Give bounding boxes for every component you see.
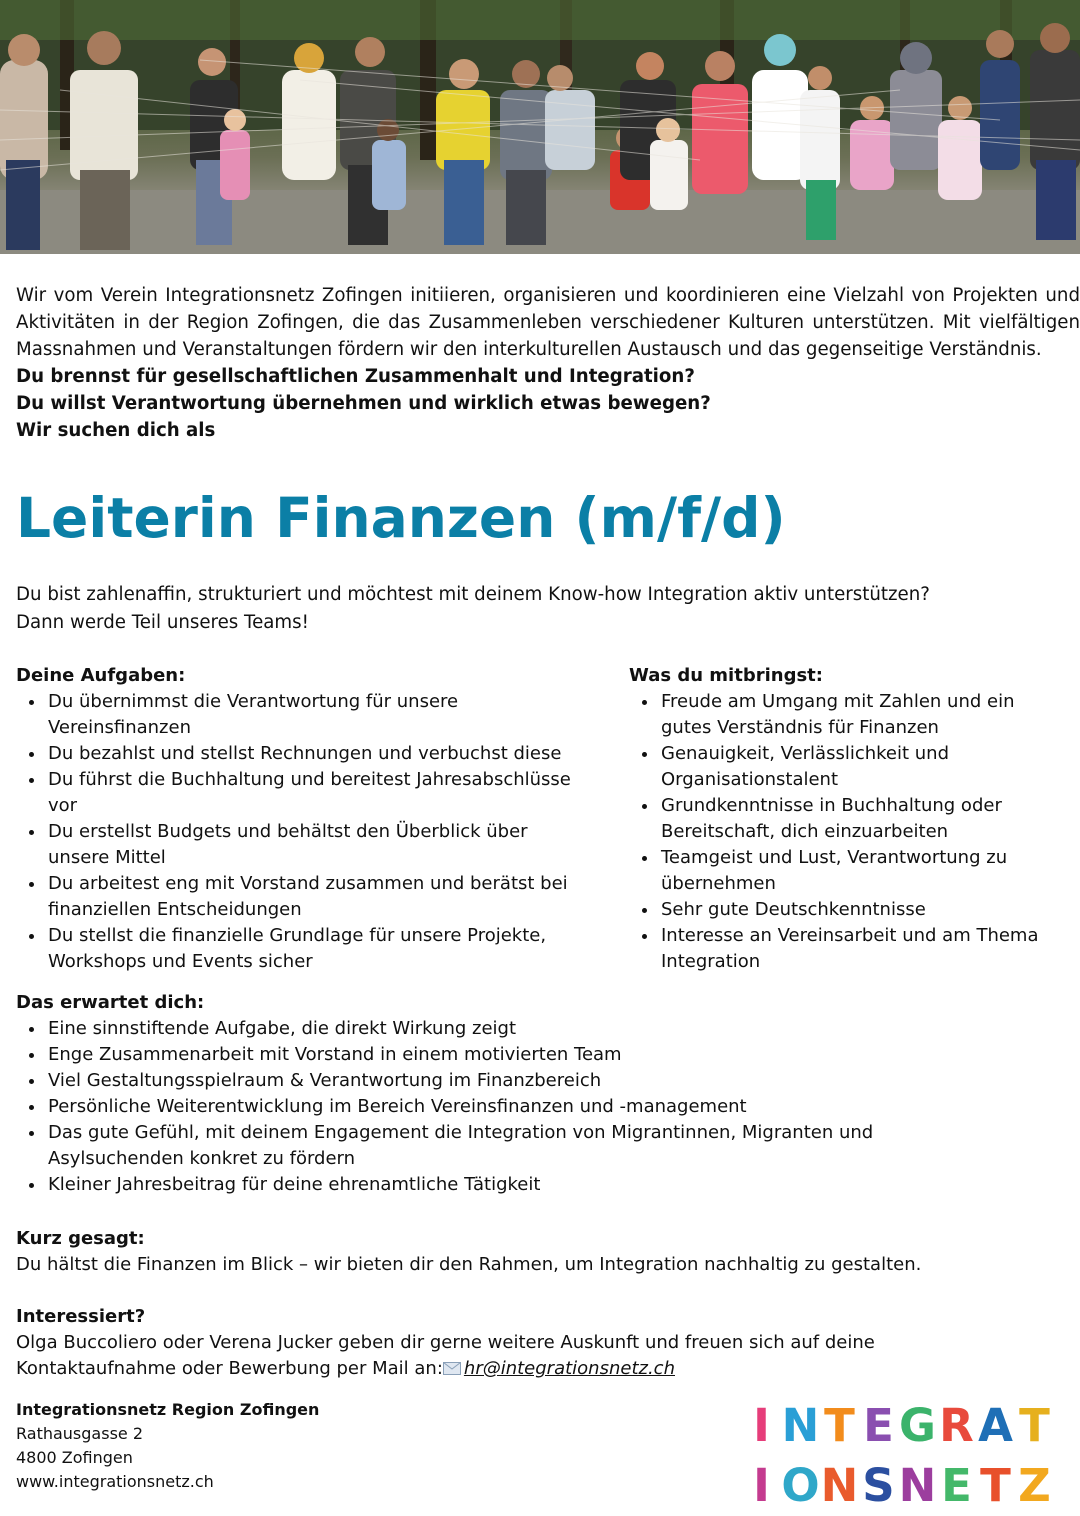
- summary-heading: Kurz gesagt:: [16, 1228, 145, 1249]
- intro-section: [16, 282, 1080, 444]
- intro-search-line: Wir suchen dich als: [16, 420, 216, 441]
- benefits-heading: Das erwartet dich:: [16, 992, 205, 1013]
- hero-photo: [0, 0, 1080, 254]
- benefits-section: [16, 990, 1016, 1198]
- requirements-list: [629, 689, 1069, 975]
- summary-section: [16, 1226, 1056, 1278]
- contact-line-2-wrap: [16, 1356, 1056, 1382]
- lead-line-2: Dann werde Teil unseres Teams!: [16, 612, 309, 633]
- tasks-section: [16, 663, 576, 975]
- footer-address: [16, 1398, 319, 1494]
- logo-letter: N: [898, 1459, 937, 1512]
- logo-letter: R: [939, 1399, 974, 1452]
- list-item: Teamgeist und Lust, Verantwortung zu übernehmen: [629, 845, 1069, 897]
- logo-letter: E: [941, 1459, 972, 1512]
- list-item: Du bezahlst und stellst Rechnungen und verbuchst diese: [16, 741, 576, 767]
- logo-letter: O: [781, 1459, 820, 1512]
- tasks-heading: Deine Aufgaben:: [16, 665, 186, 686]
- logo-letter: G: [899, 1399, 936, 1452]
- list-item: Genauigkeit, Verlässlichkeit und Organisationstalent: [629, 741, 1069, 793]
- logo-letter: T: [824, 1399, 855, 1452]
- job-title: Leiterin Finanzen (m/f/d): [16, 486, 786, 550]
- logo-letter: E: [863, 1399, 894, 1452]
- logo-letter: Z: [1018, 1459, 1051, 1512]
- logo-letter: A: [978, 1399, 1013, 1452]
- intro-question-1: Du brennst für gesellschaftlichen Zusammenhalt und Integration?: [16, 366, 695, 387]
- contact-heading: Interessiert?: [16, 1306, 146, 1327]
- list-item: Enge Zusammenarbeit mit Vorstand in einem motivierten Team: [16, 1042, 1016, 1068]
- footer-website: www.integrationsnetz.ch: [16, 1472, 214, 1491]
- logo-letter: T: [980, 1459, 1011, 1512]
- list-item: Du übernimmst die Verantwortung für unsere Vereinsfinanzen: [16, 689, 576, 741]
- list-item: Du führst die Buchhaltung und bereitest Jahresabschlüsse vor: [16, 767, 576, 819]
- logo-letter: I: [753, 1399, 770, 1452]
- list-item: Persönliche Weiterentwicklung im Bereich Vereinsfinanzen und -management: [16, 1094, 1016, 1120]
- contact-line-1: Olga Buccoliero oder Verena Jucker geben dir gerne weitere Auskunft und freuen sich auf deine: [16, 1332, 875, 1353]
- list-item: Du erstellst Budgets und behältst den Überblick über unsere Mittel: [16, 819, 576, 871]
- list-item: Viel Gestaltungsspielraum & Verantwortung im Finanzbereich: [16, 1068, 1016, 1094]
- list-item: Du stellst die finanzielle Grundlage für unsere Projekte, Workshops und Events sicher: [16, 923, 576, 975]
- group-photo-illustration: [0, 0, 1080, 254]
- email-link[interactable]: hr@integrationsnetz.ch: [463, 1358, 675, 1379]
- logo-letter: N: [781, 1399, 820, 1452]
- list-item: Grundkenntnisse in Buchhaltung oder Bereitschaft, dich einzuarbeiten: [629, 793, 1069, 845]
- footer-org-name: Integrationsnetz Region Zofingen: [16, 1400, 320, 1419]
- intro-paragraph: Wir vom Verein Integrationsnetz Zofingen initiieren, organisieren und koordinieren eine Vielzahl von Projekten und Aktivitäten in der Region Zofingen, die das Zusammenleben verschiedener Kulturen unterstützen. Mit vielfältigen Massnahmen und Veranstaltungen fördern wir den interkulturellen Austausch und das gegenseitige Verständnis.: [16, 285, 1080, 360]
- list-item: Eine sinnstiftende Aufgabe, die direkt Wirkung zeigt: [16, 1016, 1016, 1042]
- lead-section: [16, 581, 1080, 637]
- benefits-list: [16, 1016, 1016, 1198]
- list-item: Kleiner Jahresbeitrag für deine ehrenamtliche Tätigkeit: [16, 1172, 1016, 1198]
- footer-street: Rathausgasse 2: [16, 1424, 144, 1443]
- list-item: Interesse an Vereinsarbeit und am Thema Integration: [629, 923, 1069, 975]
- logo-letter: N: [820, 1459, 859, 1512]
- list-item: Du arbeitest eng mit Vorstand zusammen und berätst bei finanziellen Entscheidungen: [16, 871, 576, 923]
- list-item: Freude am Umgang mit Zahlen und ein gutes Verständnis für Finanzen: [629, 689, 1069, 741]
- tasks-list: [16, 689, 576, 975]
- requirements-heading: Was du mitbringst:: [629, 665, 823, 686]
- logo-letter: I: [753, 1459, 770, 1512]
- intro-question-2: Du willst Verantwortung übernehmen und wirklich etwas bewegen?: [16, 393, 711, 414]
- contact-line-2: Kontaktaufnahme oder Bewerbung per Mail an:: [16, 1358, 443, 1379]
- logo-letter: S: [862, 1459, 895, 1512]
- requirements-section: [629, 663, 1069, 975]
- logo-row-1: [742, 1396, 1062, 1456]
- lead-line-1: Du bist zahlenaffin, strukturiert und möchtest mit deinem Know-how Integration aktiv unterstützen?: [16, 584, 930, 605]
- list-item: Sehr gute Deutschkenntnisse: [629, 897, 1069, 923]
- envelope-icon: [443, 1357, 461, 1370]
- integrationsnetz-logo: [742, 1396, 1062, 1516]
- logo-row-2: [742, 1456, 1062, 1516]
- contact-section: [16, 1304, 1056, 1382]
- footer-city: 4800 Zofingen: [16, 1448, 133, 1467]
- logo-letter: T: [1019, 1399, 1050, 1452]
- summary-text: Du hältst die Finanzen im Blick – wir bieten dir den Rahmen, um Integration nachhaltig zu gestalten.: [16, 1254, 922, 1275]
- list-item: Das gute Gefühl, mit deinem Engagement die Integration von Migrantinnen, Migranten und Asylsuchenden konkret zu fördern: [16, 1120, 878, 1172]
